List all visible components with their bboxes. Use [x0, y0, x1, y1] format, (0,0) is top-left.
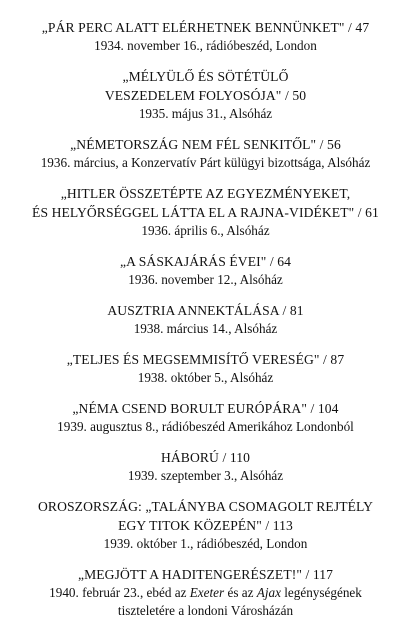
- entry-title: AUSZTRIA ANNEKTÁLÁSA / 81: [107, 303, 304, 318]
- entry-subtitle: 1939. szeptember 3., Alsóház: [127, 468, 284, 483]
- entry-subtitle-text: 1940. február 23., ebéd az: [49, 585, 190, 600]
- entry-title: „MÉLYÜLŐ ÉS SÖTÉTÜLŐ VESZEDELEM FOLYOSÓJA" / 50: [104, 69, 307, 103]
- entry-subtitle-text: és az: [224, 585, 257, 600]
- toc-entry: [0, 252, 411, 289]
- entry-subtitle: 1935. május 31., Alsóház: [138, 106, 273, 121]
- entry-subtitle: 1939. október 1., rádióbeszéd, London: [103, 536, 308, 551]
- entry-subtitle: 1938. március 14., Alsóház: [133, 321, 278, 336]
- table-of-contents: [0, 18, 411, 632]
- entry-title: „A SÁSKAJÁRÁS ÉVEI" / 64: [119, 254, 292, 269]
- toc-entry: [0, 18, 411, 55]
- entry-subtitle: 1936. április 6., Alsóház: [141, 223, 270, 238]
- entry-subtitle: [0, 584, 411, 620]
- entry-subtitle-text: legénységének tiszteletére a londoni Városházán: [117, 585, 362, 618]
- entry-title: HÁBORÚ / 110: [160, 450, 251, 465]
- ship-name-ajax: Ajax: [256, 585, 281, 600]
- entry-title: OROSZORSZÁG: „TALÁNYBA CSOMAGOLT REJTÉLY EGY TITOK KÖZEPÉN" / 113: [38, 499, 373, 533]
- toc-entry: [0, 448, 411, 485]
- ship-name-exeter: Exeter: [189, 585, 225, 600]
- entry-title: „NÉMA CSEND BORULT EURÓPÁRA" / 104: [72, 401, 339, 416]
- entry-subtitle: 1938. október 5., Alsóház: [137, 370, 274, 385]
- entry-title: „PÁR PERC ALATT ELÉRHETNEK BENNÜNKET" / 47: [41, 20, 370, 35]
- entry-title: „HITLER ÖSSZETÉPTE AZ EGYEZMÉNYEKET, ÉS HELYŐRSÉGGEL LÁTTA EL A RAJNA-VIDÉKET" / 61: [32, 186, 379, 220]
- toc-entry: [0, 497, 411, 553]
- entry-title: „MEGJÖTT A HADITENGERÉSZET!" / 117: [77, 567, 334, 582]
- entry-subtitle: 1934. november 16., rádióbeszéd, London: [94, 38, 317, 53]
- entry-subtitle: 1936. március, a Konzervatív Párt külügyi bizottsága, Alsóház: [40, 155, 371, 170]
- toc-entry: [0, 565, 411, 620]
- toc-entry: [0, 301, 411, 338]
- toc-entry: [0, 135, 411, 172]
- toc-entry: [0, 67, 411, 123]
- entry-subtitle: 1939. augusztus 8., rádióbeszéd Amerikához Londonból: [57, 419, 354, 434]
- toc-entry: [0, 184, 411, 240]
- entry-title: „NÉMETORSZÁG NEM FÉL SENKITŐL" / 56: [70, 137, 341, 152]
- entry-subtitle: 1936. november 12., Alsóház: [128, 272, 283, 287]
- toc-entry: [0, 350, 411, 387]
- entry-title: „TELJES ÉS MEGSEMMISÍTŐ VERESÉG" / 87: [66, 352, 345, 367]
- toc-entry: [0, 399, 411, 436]
